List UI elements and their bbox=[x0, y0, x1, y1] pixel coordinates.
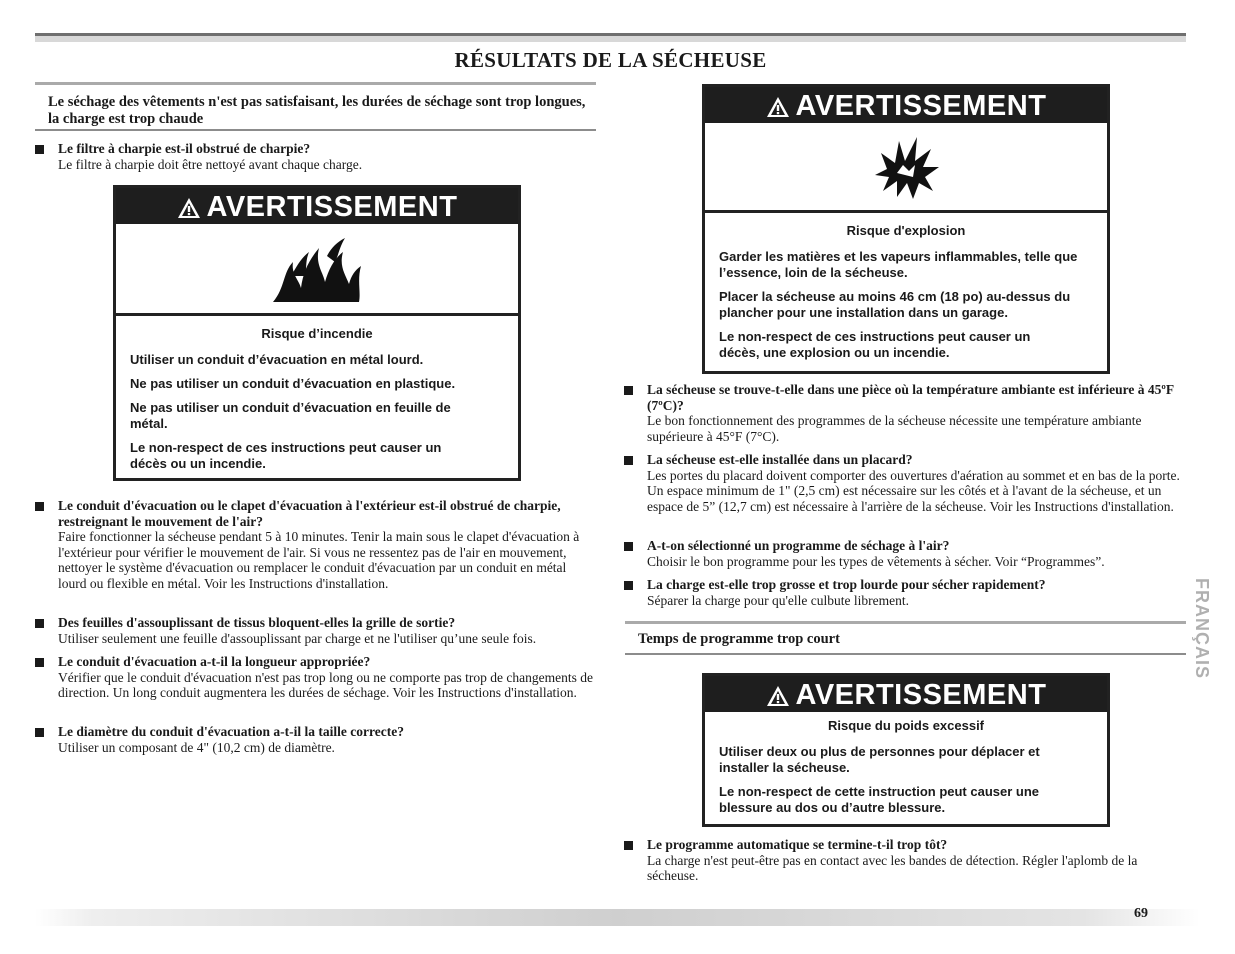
warning-header bbox=[705, 87, 1107, 123]
risk-label: Risque d'explosion bbox=[846, 223, 966, 238]
explosion-icon bbox=[705, 125, 1107, 213]
question: Le programme automatique se termine-t-il trop tôt? bbox=[647, 837, 948, 852]
list-item bbox=[35, 615, 605, 646]
warning-box-fire bbox=[113, 185, 521, 481]
bullet-icon bbox=[35, 145, 44, 154]
question: Des feuilles d'assouplissant de tissus bloquent-elles la grille de sortie? bbox=[58, 615, 456, 630]
section-heading-short-cycle: Temps de programme trop court bbox=[625, 621, 1186, 655]
page-title: RÉSULTATS DE LA SÉCHEUSE bbox=[454, 48, 767, 72]
warning-line: Utiliser un conduit d’évacuation en métal lourd. bbox=[130, 352, 424, 367]
bullet-icon bbox=[35, 728, 44, 737]
warning-line: Ne pas utiliser un conduit d’évacuation en plastique. bbox=[130, 376, 456, 391]
bullet-icon bbox=[35, 502, 44, 511]
question: Le diamètre du conduit d'évacuation a-t-il la taille correcte? bbox=[58, 724, 404, 739]
answer: Le bon fonctionnement des programmes de la sécheuse nécessite une température ambiante supérieure à 45°F (7°C). bbox=[647, 413, 1142, 444]
warning-header bbox=[116, 188, 518, 224]
fire-icon bbox=[116, 226, 518, 316]
list-item bbox=[624, 452, 1184, 514]
answer: Les portes du placard doivent comporter des ouvertures d'aération au sommet et en bas de la porte. Un espace minimum de 1" (2,5 cm) est nécessaire sur les côtés et à l'avant de la sécheuse, et un espace de 5” (12,7 cm) est nécessaire à l'arrière de la sécheuse. Voir les Instructions d'installation. bbox=[647, 467, 1180, 514]
bullet-icon bbox=[624, 841, 633, 850]
warning-body bbox=[705, 223, 1107, 361]
bullet-icon bbox=[35, 619, 44, 628]
section-heading-drying: Le séchage des vêtements n'est pas satisfaisant, les durées de séchage sont trop longues, la charge est trop chaude bbox=[35, 82, 596, 131]
warning-line: Placer la sécheuse au moins 46 cm (18 po) au-dessus du plancher pour une installation dans un garage. bbox=[719, 289, 1071, 320]
question: A-t-on sélectionné un programme de séchage à l'air? bbox=[647, 538, 950, 553]
answer: Utiliser un composant de 4" (10,2 cm) de diamètre. bbox=[58, 739, 335, 755]
question: La sécheuse se trouve-t-elle dans une pièce où la température ambiante est inférieure à 45ºF (7ºC)? bbox=[647, 382, 1174, 413]
warning-title: AVERTISSEMENT bbox=[795, 90, 1047, 122]
side-tab-language: FRANÇAIS bbox=[1192, 578, 1212, 679]
list-item bbox=[35, 654, 595, 701]
answer: Faire fonctionner la sécheuse pendant 5 à 10 minutes. Tenir la main sous le clapet d'évacuation à l'extérieur pour vérifier le mouvement de l'air. Si vous ne ressentez pas de l'air en mouvement, nettoyer le système d'évacuation ou remplacer le conduit d'évacuation par un conduit en métal lourd ou flexible en métal. Voir les Instructions d'installation. bbox=[58, 529, 580, 591]
list-item bbox=[624, 577, 1184, 608]
warning-line: Le non-respect de ces instructions peut causer un décès, une explosion ou un incendie. bbox=[719, 329, 1031, 360]
bullet-icon bbox=[624, 386, 633, 395]
warning-triangle-icon bbox=[766, 90, 790, 128]
bullet-icon bbox=[624, 581, 633, 590]
warning-triangle-icon bbox=[177, 191, 201, 229]
warning-line: Garder les matières et les vapeurs inflammables, telle que l’essence, loin de la sécheuse. bbox=[719, 249, 1078, 280]
question: Le filtre à charpie est-il obstrué de charpie? bbox=[58, 141, 311, 156]
warning-title: AVERTISSEMENT bbox=[206, 191, 458, 223]
risk-label: Risque du poids excessif bbox=[827, 718, 985, 733]
question: Le conduit d'évacuation ou le clapet d'évacuation à l'extérieur est-il obstrué de charpie, restreignant le mouvement de l'air? bbox=[58, 498, 561, 529]
answer: Choisir le bon programme pour les types de vêtements à sécher. Voir “Programmes”. bbox=[647, 553, 1105, 569]
warning-box-explosion bbox=[702, 84, 1110, 374]
question: La sécheuse est-elle installée dans un placard? bbox=[647, 452, 913, 467]
answer: Séparer la charge pour qu'elle culbute librement. bbox=[647, 592, 909, 608]
warning-triangle-icon bbox=[766, 679, 790, 717]
bullet-icon bbox=[35, 658, 44, 667]
warning-line: Ne pas utiliser un conduit d’évacuation en feuille de métal. bbox=[130, 400, 451, 431]
footer-bar bbox=[35, 909, 1200, 926]
answer: Le filtre à charpie doit être nettoyé avant chaque charge. bbox=[58, 156, 363, 172]
bullet-icon bbox=[624, 456, 633, 465]
warning-box-weight bbox=[702, 673, 1110, 827]
list-item bbox=[624, 837, 1184, 884]
warning-body bbox=[116, 326, 518, 472]
warning-header bbox=[705, 676, 1107, 712]
bullet-icon bbox=[624, 542, 633, 551]
warning-title: AVERTISSEMENT bbox=[795, 679, 1047, 711]
answer: Utiliser seulement une feuille d'assouplissant par charge et ne l'utiliser qu’une seule fois. bbox=[58, 630, 537, 646]
warning-line: Utiliser deux ou plus de personnes pour déplacer et installer la sécheuse. bbox=[719, 744, 1040, 775]
answer: Vérifier que le conduit d'évacuation n'est pas trop long ou ne comporte pas trop de changements de direction. Un long conduit augmentera les durées de séchage. Voir les Instructions d'installation. bbox=[58, 669, 593, 700]
warning-body bbox=[705, 718, 1107, 816]
question: Le conduit d'évacuation a-t-il la longueur appropriée? bbox=[58, 654, 371, 669]
question: La charge est-elle trop grosse et trop lourde pour sécher rapidement? bbox=[647, 577, 1046, 592]
list-item bbox=[624, 382, 1184, 444]
top-rule bbox=[35, 33, 1186, 42]
list-item bbox=[35, 724, 595, 755]
warning-line: Le non-respect de ces instructions peut causer un décès ou un incendie. bbox=[130, 440, 442, 471]
warning-line: Le non-respect de cette instruction peut causer une blessure au dos ou d’autre blessure. bbox=[719, 784, 1040, 815]
risk-label: Risque d’incendie bbox=[261, 326, 373, 341]
page-number: 69 bbox=[1134, 906, 1148, 921]
list-item bbox=[35, 141, 605, 172]
list-item bbox=[35, 498, 595, 591]
list-item bbox=[624, 538, 1184, 569]
answer: La charge n'est peut-être pas en contact avec les bandes de détection. Régler l'aplomb de la sécheuse. bbox=[647, 852, 1138, 883]
